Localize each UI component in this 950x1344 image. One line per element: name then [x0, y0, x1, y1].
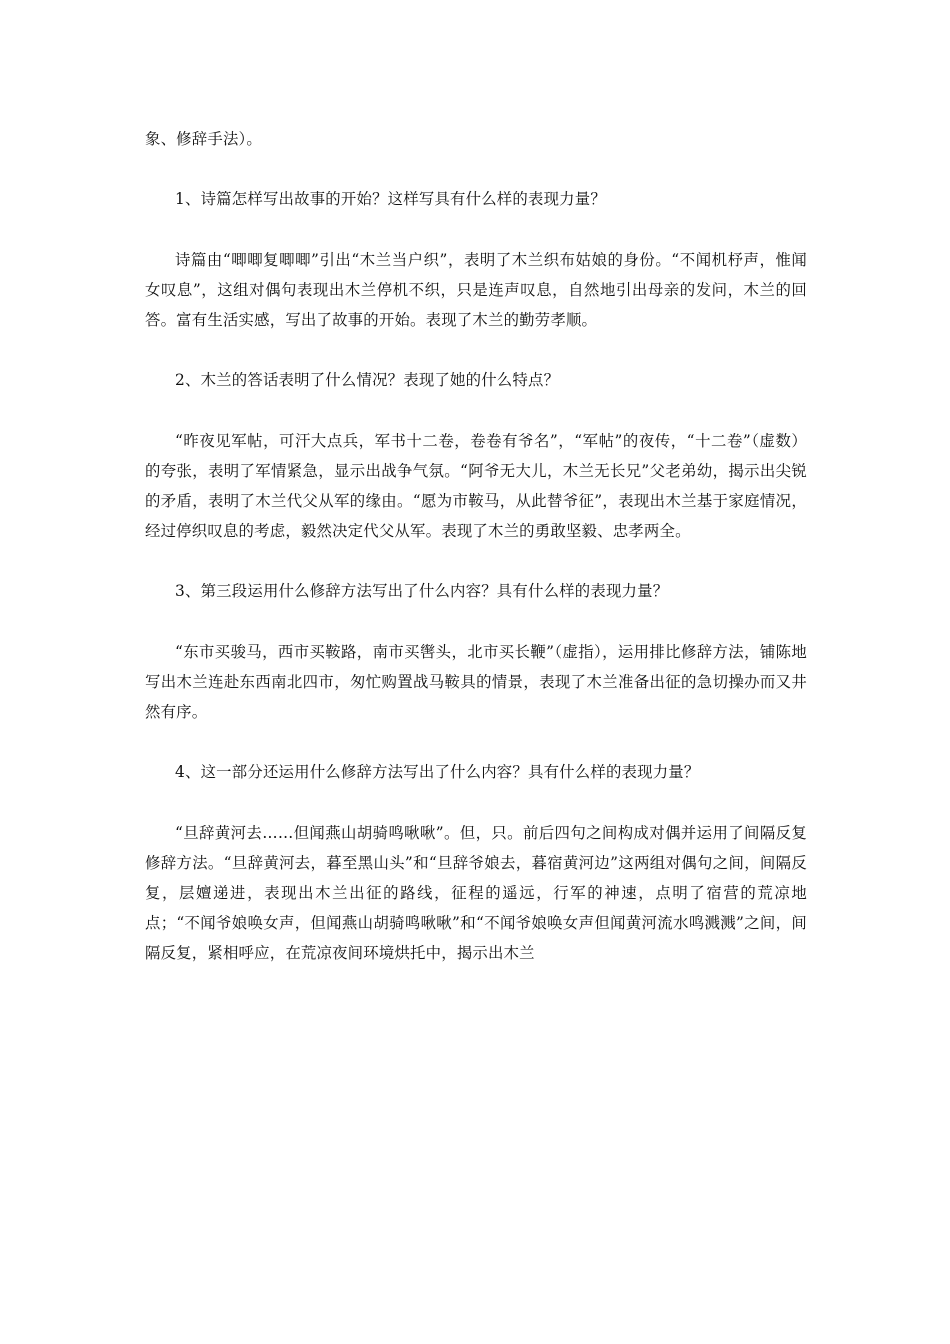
- answer-3: “东市买骏马，西市买鞍路，南市买辔头，北市买长鞭”（虚指），运用排比修辞方法，铺陈地写出木兰连赴东西南北四市，匆忙购置战马鞍具的情景，表现了木兰准备出征的急切操办而又井然有序。: [145, 643, 807, 721]
- question-2: 2、木兰的答话表明了什么情况？表现了她的什么特点？: [175, 371, 560, 389]
- answer-1: 诗篇由“唧唧复唧唧”引出“木兰当户织”，表明了木兰织布姑娘的身份。“不闻机杼声，惟闻女叹息”，这组对偶句表现出木兰停机不织，只是连声叹息，自然地引出母亲的发问，木兰的回答。富有生活实感，写出了故事的开始。表现了木兰的勤劳孝顺。: [145, 251, 807, 329]
- question-4: 4、这一部分还运用什么修辞方法写出了什么内容？具有什么样的表现力量？: [175, 763, 700, 781]
- question-1: 1、诗篇怎样写出故事的开始？这样写具有什么样的表现力量？: [175, 190, 606, 208]
- paragraph-continuation: 象、修辞手法）。: [145, 130, 263, 148]
- answer-4: “旦辞黄河去……但闻燕山胡骑鸣啾啾”。但，只。前后四句之间构成对偶并运用了间隔反复修辞方法。“旦辞黄河去，暮至黑山头”和“旦辞爷娘去，暮宿黄河边”这两组对偶句之间，间隔反复，层嬗递进，表现出木兰出征的路线，征程的遥远，行军的神速，点明了宿营的荒凉地点；“不闻爷娘唤女声，但闻燕山胡骑鸣啾啾”和“不闻爷娘唤女声但闻黄河流水鸣溅溅”之间，间隔反复，紧相呼应，在荒凉夜间环境烘托中，揭示出木兰: [145, 824, 807, 962]
- question-3: 3、第三段运用什么修辞方法写出了什么内容？具有什么样的表现力量？: [175, 582, 669, 600]
- answer-2: “昨夜见军帖，可汗大点兵，军书十二卷，卷卷有爷名”，“军帖”的夜传，“十二卷”（虚数）的夸张，表明了军情紧急，显示出战争气氛。“阿爷无大儿，木兰无长兄”父老弟幼，揭示出尖锐的矛盾，表明了木兰代父从军的缘由。“愿为市鞍马，从此替爷征”，表现出木兰基于家庭情况，经过停织叹息的考虑，毅然决定代父从军。表现了木兰的勇敢坚毅、忠孝两全。: [145, 432, 807, 540]
- document-page: [145, 124, 807, 968]
